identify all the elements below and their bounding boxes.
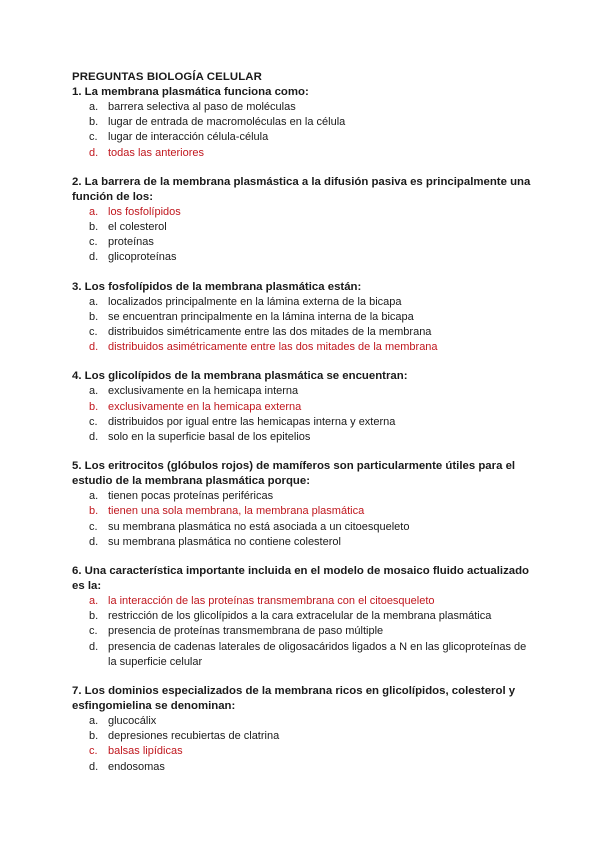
answer-option-correct: [72, 744, 532, 759]
answer-option-correct: [72, 400, 532, 415]
option-text: balsas lipídicas: [108, 745, 183, 758]
answer-option-correct: [72, 340, 532, 355]
option-letter: c.: [89, 131, 98, 144]
answer-option: [72, 100, 532, 115]
option-text: glucocálix: [108, 715, 157, 728]
answer-options: [72, 489, 532, 550]
option-letter: c.: [89, 520, 98, 533]
answer-option: [72, 729, 532, 744]
option-text: restricción de los glicolípidos a la cara extracelular de la membrana plasmática: [108, 610, 492, 623]
option-letter: d.: [89, 760, 99, 773]
option-text: barrera selectiva al paso de moléculas: [108, 101, 296, 113]
option-letter: d.: [89, 251, 99, 264]
option-letter: a.: [89, 715, 99, 728]
question-3: [72, 280, 532, 356]
option-text: tienen una sola membrana, la membrana plasmática: [108, 505, 365, 518]
option-letter: d.: [89, 431, 99, 444]
answer-options: [72, 205, 532, 266]
option-text: exclusivamente en la hemicapa interna: [108, 385, 299, 398]
option-text: glicoproteínas: [108, 251, 177, 264]
option-letter: c.: [89, 236, 98, 249]
answer-options: [72, 295, 532, 356]
option-letter: a.: [89, 385, 99, 398]
document-title: PREGUNTAS BIOLOGÍA CELULAR: [72, 71, 262, 83]
question-text: 3. Los fosfolípidos de la membrana plasmática están:: [72, 280, 362, 293]
option-text: lugar de entrada de macromoléculas en la célula: [108, 116, 346, 129]
question-2: [72, 175, 532, 266]
question-text: 5. Los eritrocitos (glóbulos rojos) de mamíferos son particularmente útiles para el estudio de la membrana plasmática porque:: [72, 460, 516, 488]
option-letter: b.: [89, 116, 99, 129]
option-text: la interacción de las proteínas transmembrana con el citoesqueleto: [108, 595, 435, 608]
answer-option-correct: [72, 504, 532, 519]
option-text: su membrana plasmática no contiene colesterol: [108, 535, 341, 548]
answer-option: [72, 310, 532, 325]
option-text: distribuidos por igual entre las hemicapas interna y externa: [108, 415, 396, 428]
question-text: 1. La membrana plasmática funciona como:: [72, 86, 309, 98]
option-text: el colesterol: [108, 221, 167, 234]
option-letter: c.: [89, 625, 98, 638]
question-7: [72, 684, 532, 775]
option-letter: d.: [89, 640, 99, 653]
question-list: [72, 85, 532, 775]
document-page: [72, 70, 532, 789]
option-text: exclusivamente en la hemicapa externa: [108, 400, 302, 413]
question-6: [72, 564, 532, 670]
option-letter: c.: [89, 745, 98, 758]
answer-option: [72, 760, 532, 775]
answer-options: [72, 714, 532, 775]
option-text: todas las anteriores: [108, 146, 204, 159]
option-letter: b.: [89, 310, 99, 323]
option-letter: b.: [89, 730, 99, 743]
question-text: 7. Los dominios especializados de la membrana ricos en glicolípidos, colesterol y esfingomielina se denominan:: [72, 685, 516, 713]
answer-option: [72, 220, 532, 235]
answer-option: [72, 489, 532, 504]
answer-option: [72, 325, 532, 340]
answer-options: [72, 384, 532, 445]
option-text: su membrana plasmática no está asociada a un citoesqueleto: [108, 520, 410, 533]
answer-option: [72, 714, 532, 729]
answer-option: [72, 535, 532, 550]
option-text: presencia de proteínas transmembrana de paso múltiple: [108, 625, 384, 638]
answer-option: [72, 520, 532, 535]
option-letter: a.: [89, 205, 99, 218]
option-text: los fosfolípidos: [108, 205, 181, 218]
answer-option: [72, 130, 532, 145]
option-letter: b.: [89, 610, 99, 623]
answer-option: [72, 430, 532, 445]
option-text: endosomas: [108, 760, 165, 773]
option-text: distribuidos asimétricamente entre las dos mitades de la membrana: [108, 341, 438, 354]
option-letter: d.: [89, 535, 99, 548]
question-text: 4. Los glicolípidos de la membrana plasmática se encuentran:: [72, 370, 408, 383]
option-text: lugar de interacción célula-célula: [108, 131, 269, 144]
answer-option: [72, 609, 532, 624]
answer-options: [72, 100, 532, 161]
option-letter: b.: [89, 221, 99, 234]
option-text: proteínas: [108, 236, 154, 249]
option-letter: c.: [89, 415, 98, 428]
answer-option: [72, 115, 532, 130]
option-text: solo en la superficie basal de los epitelios: [108, 431, 311, 444]
answer-option-correct: [72, 594, 532, 609]
answer-option-correct: [72, 205, 532, 220]
answer-option-correct: [72, 146, 532, 161]
answer-option: [72, 640, 532, 670]
question-4: [72, 369, 532, 445]
answer-options: [72, 594, 532, 670]
option-text: distribuidos simétricamente entre las dos mitades de la membrana: [108, 326, 432, 339]
answer-option: [72, 415, 532, 430]
question-5: [72, 459, 532, 550]
option-text: localizados principalmente en la lámina externa de la bicapa: [108, 295, 402, 308]
option-text: se encuentran principalmente en la lámina interna de la bicapa: [108, 310, 414, 323]
option-text: tienen pocas proteínas periféricas: [108, 490, 274, 503]
option-letter: a.: [89, 595, 99, 608]
answer-option: [72, 250, 532, 265]
option-text: depresiones recubiertas de clatrina: [108, 730, 280, 743]
question-text: 2. La barrera de la membrana plasmástica a la difusión pasiva es principalmente una función de los:: [72, 175, 531, 203]
option-letter: b.: [89, 505, 99, 518]
option-text: presencia de cadenas laterales de oligosacáridos ligados a N en las glicoproteínas de la superficie celular: [108, 640, 527, 668]
option-letter: b.: [89, 400, 99, 413]
answer-option: [72, 624, 532, 639]
question-text: 6. Una característica importante incluida en el modelo de mosaico fluido actualizado es la:: [72, 565, 530, 593]
answer-option: [72, 235, 532, 250]
answer-option: [72, 295, 532, 310]
option-letter: d.: [89, 341, 99, 354]
option-letter: a.: [89, 295, 99, 308]
question-1: [72, 85, 532, 161]
option-letter: c.: [89, 326, 98, 339]
answer-option: [72, 384, 532, 399]
option-letter: a.: [89, 490, 99, 503]
option-letter: d.: [89, 146, 99, 159]
option-letter: a.: [89, 101, 99, 113]
